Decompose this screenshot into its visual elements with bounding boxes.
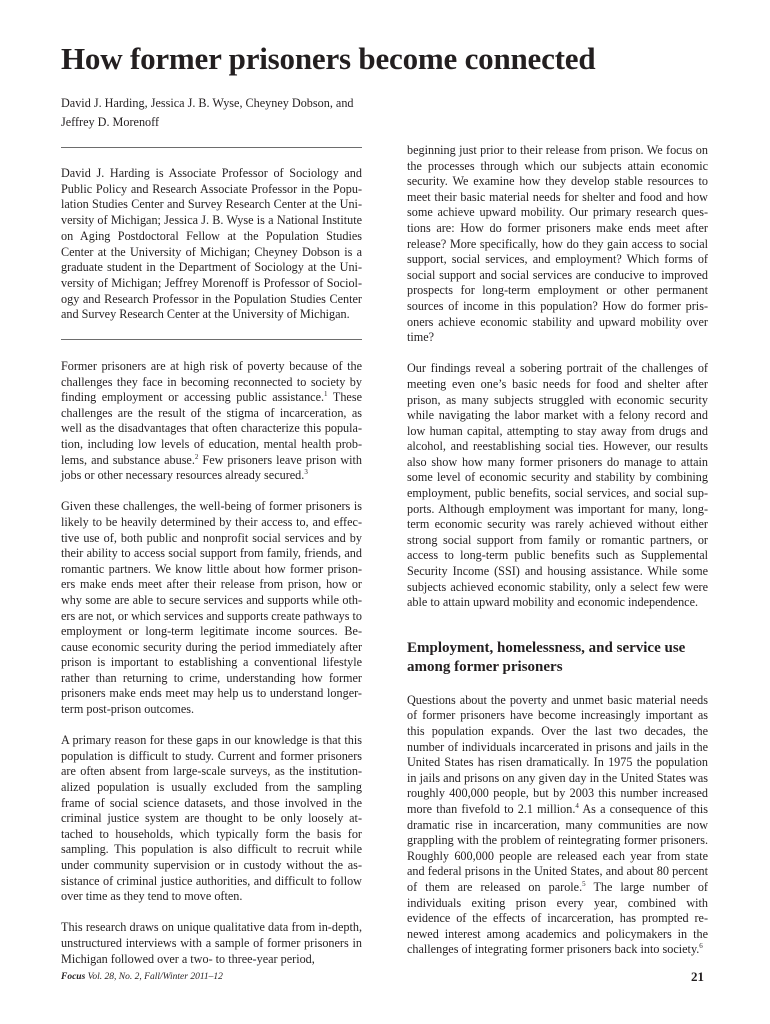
paragraph-text: Few prisoners leave prison with jobs or other necessary resources already secured. xyxy=(61,452,363,483)
page-number: 21 xyxy=(691,969,704,984)
section-heading: Employment, homelessness, and service use among former prisoners xyxy=(407,639,686,675)
footnote-ref[interactable]: 3 xyxy=(304,468,308,477)
bio-top-divider xyxy=(61,147,362,148)
authors-line-1: David J. Harding, Jessica J. B. Wyse, Cheyney Dobson, and xyxy=(61,96,354,110)
bio-bottom-divider xyxy=(61,339,362,340)
footnote-ref[interactable]: 6 xyxy=(699,942,703,951)
paragraph-focus: beginning just prior to their release from prison. We focus on the processes through which our subjects attain economic security. We examine how they develop stable resources to meet their basic material needs for shelter and food and how some achieve upward mobility. Our primary research questions are: How do former prisoners make ends meet after release? More specifically, how do they gain access to social support, social services, and employment? Which forms of social support and social services are conducive to improved prospects for long-term employment or other permanent sources of income in this population? How do former prisoners achieve economic stability and upward mobility over time? xyxy=(407,143,708,345)
paragraph-findings: Our findings reveal a sobering portrait of the challenges of meeting even one’s basic needs for food and shelter after prison, as many subjects struggled with economic security while navigating the labor market with a felony record and low human capital, attempting to stay away from drugs and alcohol, and reestablishing social ties. However, our results also show how many former prisoners do manage to attain some level of economic security and stability by combining employment, public benefits, social services, and social supports. Although employment was important for many, long-term economic security was rarely achieved without either strong social support from family or romantic partners, or access to long-term public benefits such as Supplemental Security Income (SSI) and housing assistance. While some subjects achieved economic stability, only a select few were able to attain upward mobility and economic independence. xyxy=(407,361,708,610)
issue-info: Vol. 28, No. 2, Fall/Winter 2011–12 xyxy=(85,972,223,982)
left-column xyxy=(61,359,362,983)
right-column xyxy=(407,143,708,974)
page-footer xyxy=(61,972,223,982)
footnote-ref[interactable]: 5 xyxy=(582,879,586,888)
authors-line-2: Jeffrey D. Morenoff xyxy=(61,114,160,129)
paragraph-text: These challenges are the result of the stigma of incarceration, as well as the disadvantages that often characterize this population, including low levels of education, mental health problems, and substance abuse. xyxy=(61,390,362,467)
journal-name: Focus xyxy=(61,972,86,982)
paragraph-text: Questions about the poverty and unmet basic material needs of former prisoners have become increasingly important as this population expands. Over the last two decades, the number of individuals incarcerated in prisons and jails in the United States has risen dramatically. In 1975 the population in jails and prisons on any given day in the United States was roughly 400,000 people, but by 2003 this number increased more than fivefold to 2.1 million. xyxy=(407,692,708,816)
paragraph-background xyxy=(407,693,708,958)
paragraph-challenges: Given these challenges, the well-being of former prisoners is likely to be heavily determined by their access to, and effective use of, both public and nonprofit social services and by their ability to access social support from family, friends, and romantic partners. We know little about how former prisoners make ends meet after their release from prison, how or why some are able to secure services and supports while others are not, or which services and supports create pathways to employment or long-term legitimate income sources. Because economic security during the period immediately after prison is important to establishing a conventional lifestyle rather than returning to crime, understanding how former prisoners make ends meet may help us to understand longer-term post-prison outcomes. xyxy=(61,499,362,717)
paragraph-text: As a consequence of this dramatic rise in incarceration, many communities are now grappling with the problem of reintegrating former prisoners. Roughly 600,000 people are released each year from state and federal prisons in the United States, and about 80 percent of them are released on parole. xyxy=(407,801,708,894)
paragraph-text: The large number of individuals exiting prison every year, combined with evidence of the effects of incarceration, has prompted renewed interest among academics and policymakers in the challenges of integrating former prisoners back into society. xyxy=(407,879,708,957)
paragraph-gaps: A primary reason for these gaps in our knowledge is that this population is difficult to study. Current and former prisoners are often absent from large-scale surveys, as the institutionalized population is usually excluded from the sampling frame of social science datasets, and those involved in the criminal justice system are thought to be only loosely attached to households, which typically form the basis for sampling. This population is also difficult to recruit while under community supervision or in custody without the assistance of criminal justice authorities, and difficult to follow over time as they tend to move often. xyxy=(61,733,362,904)
paragraph-research: This research draws on unique qualitative data from in-depth, unstructured interviews with a sample of former prisoners in Michigan followed over a two- to three-year period, xyxy=(61,920,362,966)
author-bio: David J. Harding is Associate Professor of Sociology and Public Policy and Research Associate Professor in the Population Studies Center and Survey Research Center at the University of Michigan; Jessica J. B. Wyse is a National Institute on Aging Postdoctoral Fellow at the Population Studies Center at the University of Michigan; Cheyney Dobson is a graduate student in the Department of Sociology at the University of Michigan; Jeffrey Morenoff is Professor of Sociology and Research Professor in the Population Studies Center and Survey Research Center at the University of Michigan. xyxy=(61,166,362,322)
author-list xyxy=(61,94,381,131)
paragraph-text: Former prisoners are at high risk of poverty because of the challenges they face in becoming reconnected to society by finding employment or accessing public assistance. xyxy=(61,359,362,405)
footnote-ref[interactable]: 1 xyxy=(324,390,328,399)
footnote-ref[interactable]: 4 xyxy=(575,801,579,810)
paragraph-intro xyxy=(61,359,362,484)
footnote-ref[interactable]: 2 xyxy=(194,452,199,461)
article-title: How former prisoners become connected xyxy=(61,41,596,76)
